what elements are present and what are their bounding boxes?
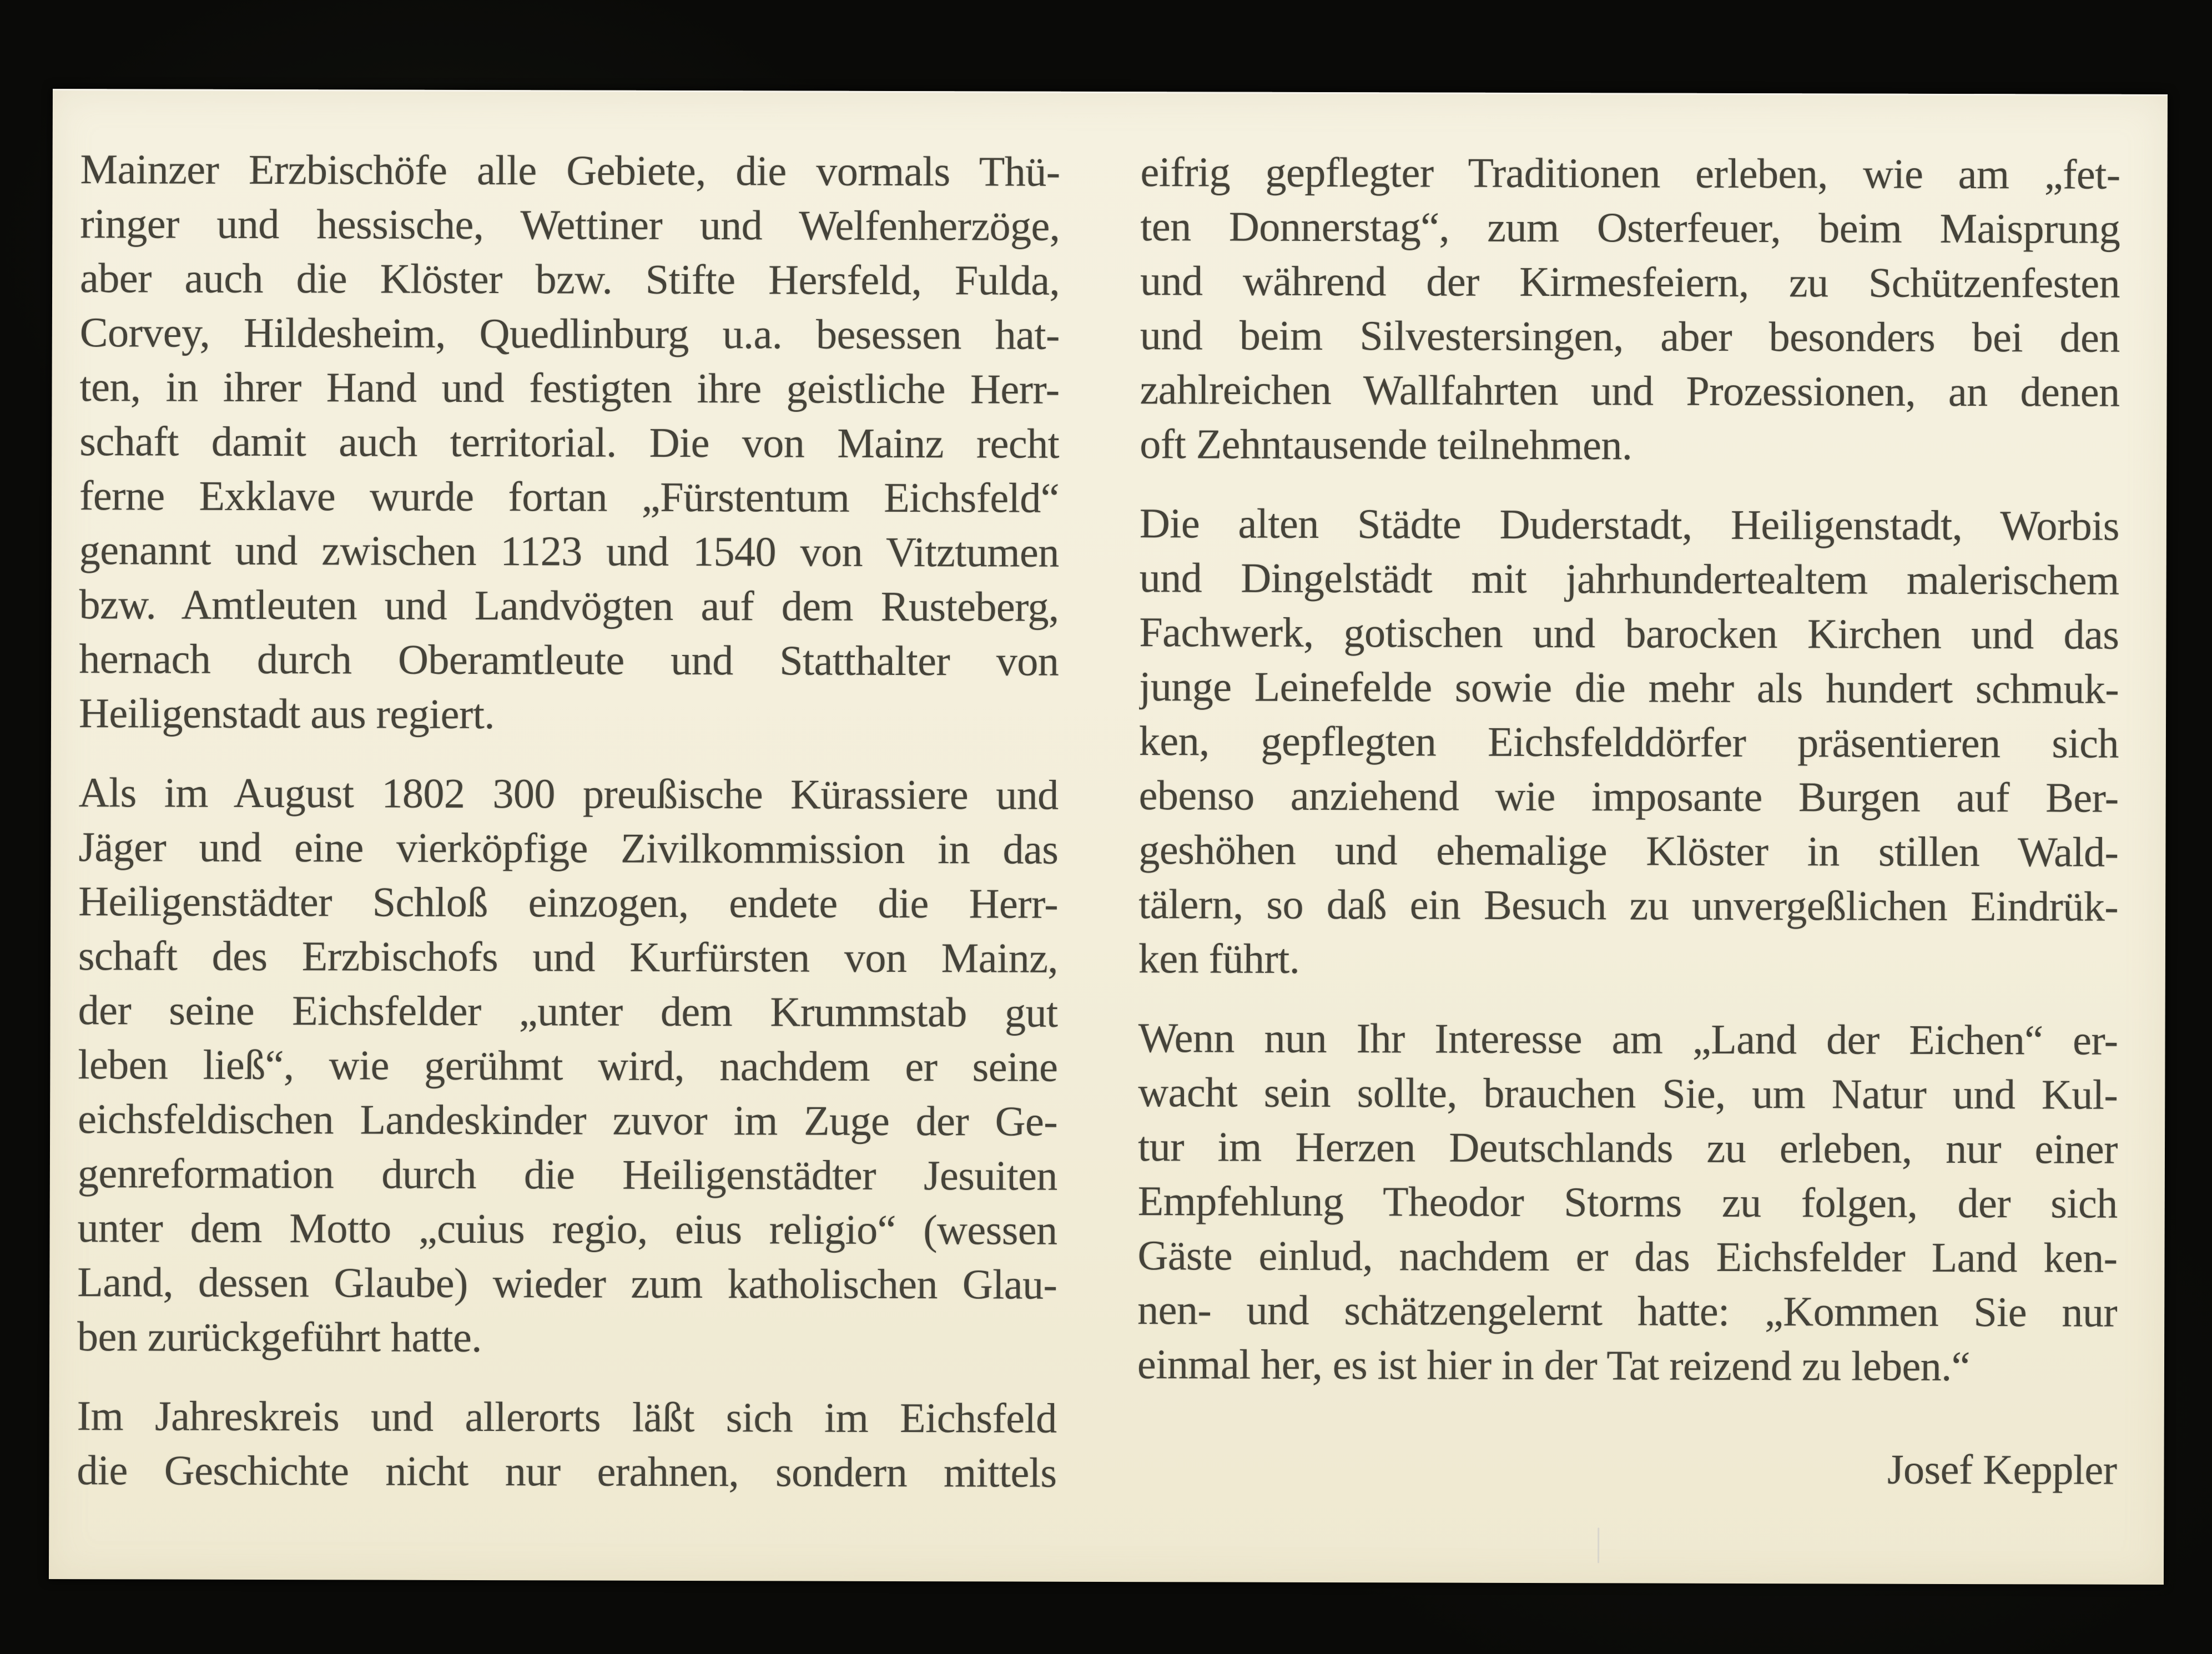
- text-line: Die alten Städte Duderstadt, Heiligenstadt, Worbis: [1139, 500, 2120, 549]
- text-line: genreformation durch die Heiligenstädter Jesuiten: [77, 1150, 1057, 1199]
- text-line: ebenso anziehend wie imposante Burgen auf Ber-: [1138, 772, 2119, 821]
- paragraph: [1138, 496, 2119, 989]
- text-line: schaft damit auch territorial. Die von Mainz recht: [79, 418, 1060, 467]
- paragraph: [77, 765, 1059, 1366]
- paragraph: [1140, 145, 2120, 474]
- text-line: Heiligenstadt aus regiert.: [78, 690, 495, 738]
- paragraph: [77, 1389, 1057, 1500]
- text-line: Land, dessen Glaube) wieder zum katholischen Glau-: [77, 1259, 1057, 1308]
- text-column-left: [77, 142, 1060, 1500]
- text-line: Wenn nun Ihr Interesse am „Land der Eichen“ er-: [1138, 1015, 2118, 1064]
- text-line: einmal her, es ist hier in der Tat reizend zu leben.“: [1137, 1341, 1971, 1390]
- text-line: ken, gepflegten Eichsfelddörfer präsentieren sich: [1138, 718, 2119, 767]
- text-line: ten Donnerstag“, zum Osterfeuer, beim Maisprung: [1140, 203, 2120, 253]
- text-line: ben zurückgeführt hatte.: [77, 1313, 482, 1361]
- text-line: Heiligenstädter Schloß einzogen, endete die Herr-: [78, 878, 1059, 927]
- scan-scratch-artifact: [1598, 1527, 1599, 1563]
- text-line: ringer und hessische, Wettiner und Welfenherzöge,: [80, 200, 1060, 250]
- text-line: nen- und schätzengelernt hatte: „Kommen Sie nur: [1137, 1287, 2118, 1336]
- text-line: und Dingelstädt mit jahrhundertealtem malerischem: [1139, 554, 2119, 604]
- text-line: Gäste einlud, nachdem er das Eichsfelder Land ken-: [1137, 1232, 2118, 1282]
- text-line: ten, in ihrer Hand und festigten ihre geistliche Herr-: [79, 364, 1060, 413]
- text-line: schaft des Erzbischofs und Kurfürsten von Mainz,: [78, 932, 1059, 982]
- text-line: hernach durch Oberamtleute und Statthalter von: [79, 636, 1059, 685]
- text-line: die Geschichte nicht nur erahnen, sondern mittels: [77, 1447, 1057, 1496]
- text-line: Im Jahreskreis und allerorts läßt sich im Eichsfeld: [77, 1393, 1057, 1442]
- text-line: Empfehlung Theodor Storms zu folgen, der sich: [1137, 1178, 2118, 1227]
- text-line: eichsfeldischen Landeskinder zuvor im Zuge der Ge-: [78, 1096, 1058, 1145]
- paragraph: [79, 142, 1060, 743]
- text-line: Jäger und eine vierköpfige Zivilkommission in das: [78, 824, 1059, 873]
- document-page: [49, 89, 2168, 1585]
- text-line: eifrig gepflegter Traditionen erleben, wie am „fet-: [1140, 149, 2120, 198]
- text-line: Fachwerk, gotischen und barocken Kirchen und das: [1139, 609, 2119, 658]
- text-line: ken führt.: [1138, 935, 1300, 982]
- text-column-right: [1137, 145, 2120, 1497]
- text-line: geshöhen und ehemalige Klöster in stillen Wald-: [1138, 826, 2119, 876]
- paragraph: [1137, 1011, 2118, 1394]
- text-line: und während der Kirmesfeiern, zu Schützenfesten: [1140, 258, 2120, 307]
- text-line: Mainzer Erzbischöfe alle Gebiete, die vormals Thü-: [80, 146, 1060, 195]
- author-signature: Josef Keppler: [1887, 1446, 2117, 1494]
- text-line: Als im August 1802 300 preußische Kürassiere und: [78, 769, 1059, 819]
- text-line: bzw. Amtleuten und Landvögten auf dem Rusteberg,: [79, 581, 1059, 631]
- text-line: tälern, so daß ein Besuch zu unvergeßlichen Eindrük-: [1138, 881, 2119, 930]
- text-line: zahlreichen Wallfahrten und Prozessionen, an denen: [1140, 366, 2120, 416]
- text-line: der seine Eichsfelder „unter dem Krummstab gut: [78, 987, 1058, 1036]
- text-line: unter dem Motto „cuius regio, eius religio“ (wessen: [77, 1204, 1057, 1254]
- text-line: Corvey, Hildesheim, Quedlinburg u.a. besessen hat-: [79, 309, 1060, 359]
- text-line: leben ließ“, wie gerühmt wird, nachdem er seine: [78, 1041, 1058, 1091]
- text-line: und beim Silvestersingen, aber besonders bei den: [1140, 312, 2120, 361]
- text-line: oft Zehntausende teilnehmen.: [1140, 421, 1632, 469]
- text-line: tur im Herzen Deutschlands zu erleben, nur einer: [1137, 1123, 2118, 1173]
- text-line: wacht sein sollte, brauchen Sie, um Natur und Kul-: [1138, 1069, 2118, 1118]
- text-line: ferne Exklave wurde fortan „Fürstentum Eichsfeld“: [79, 472, 1060, 522]
- text-line: junge Leinefelde sowie die mehr als hundert schmuk-: [1139, 663, 2119, 713]
- text-line: aber auch die Klöster bzw. Stifte Hersfeld, Fulda,: [79, 255, 1060, 304]
- text-line: genannt und zwischen 1123 und 1540 von Vitztumen: [79, 527, 1059, 576]
